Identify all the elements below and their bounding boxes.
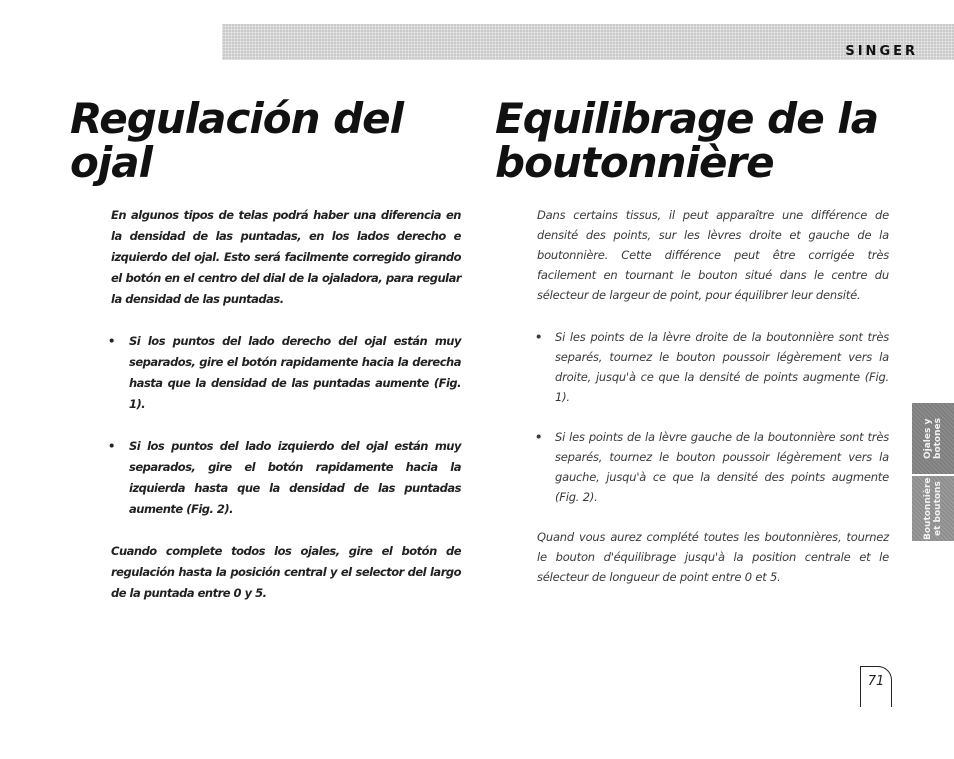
french-intro: Dans certains tissus, il peut apparaître une différence de densité des points, sur les lèvres droite et gauche de la boutonnière. Cette différence peut être corrigée très facilement en tournant le bouton situé dans le centre du sélecteur de largeur de point, pour équilibrer leur densité. xyxy=(537,208,889,302)
spanish-bullet-2 xyxy=(108,436,461,520)
spanish-bullet-1 xyxy=(108,331,461,415)
title-french: Equilibrage de la boutonnière xyxy=(495,94,879,187)
side-tab-ojales[interactable] xyxy=(912,403,954,474)
bullet-icon: • xyxy=(535,430,543,444)
spanish-bullet-1-text: Si los puntos del lado derecho del ojal están muy separados, gire el botón rapidamente hacia la derecha hasta que la densidad de las puntadas aumente (Fig. 1). xyxy=(129,334,461,411)
french-column xyxy=(537,205,889,587)
spanish-outro: Cuando complete todos los ojales, gire el botón de regulación hasta la posición central y el selector del largo de la puntada entre 0 y 5. xyxy=(111,544,461,600)
side-tab-ojales-label: Ojales y botones xyxy=(923,418,943,459)
spanish-bullet-2-text: Si los puntos del lado izquierdo del ojal están muy separados, gire el botón rapidamente hacia la izquierda hasta que la densidad de las puntadas aumente (Fig. 2). xyxy=(129,439,461,516)
spanish-column xyxy=(108,205,461,604)
header-band xyxy=(222,24,954,60)
french-bullet-1 xyxy=(537,327,889,407)
french-bullet-2 xyxy=(537,427,889,507)
brand-logo: SINGER xyxy=(845,44,918,59)
french-bullet-1-text: Si les points de la lèvre droite de la boutonnière sont très separés, tournez le bouton poussoir légèrement vers la droite, jusqu'à ce que la densité de points augmente (Fig. 1). xyxy=(555,330,889,404)
bullet-icon: • xyxy=(535,330,543,344)
page-number: 71 xyxy=(860,666,892,707)
bullet-icon: • xyxy=(108,334,115,348)
title-spanish: Regulación del ojal xyxy=(70,94,404,187)
french-bullet-2-text: Si les points de la lèvre gauche de la boutonnière sont très separés, tournez le bouton poussoir légèrement vers la gauche, jusqu'à ce que la densité des points augmente (Fig. 2). xyxy=(555,430,889,504)
spanish-intro: En algunos tipos de telas podrá haber una diferencia en la densidad de las puntadas, en los lados derecho e izquierdo del ojal. Esto será facilmente corregido girando el botón en el centro del dial de la ojaladora, para regular la densidad de las puntadas. xyxy=(111,208,461,306)
side-tab-boutonniere-label: Boutonnière et boutons xyxy=(923,477,943,540)
side-tab-boutonniere[interactable] xyxy=(912,476,954,541)
french-outro: Quand vous aurez complété toutes les boutonnières, tournez le bouton d'équilibrage jusqu'à la position centrale et le sélecteur de longueur de point entre 0 et 5. xyxy=(537,530,889,584)
bullet-icon: • xyxy=(108,439,115,453)
